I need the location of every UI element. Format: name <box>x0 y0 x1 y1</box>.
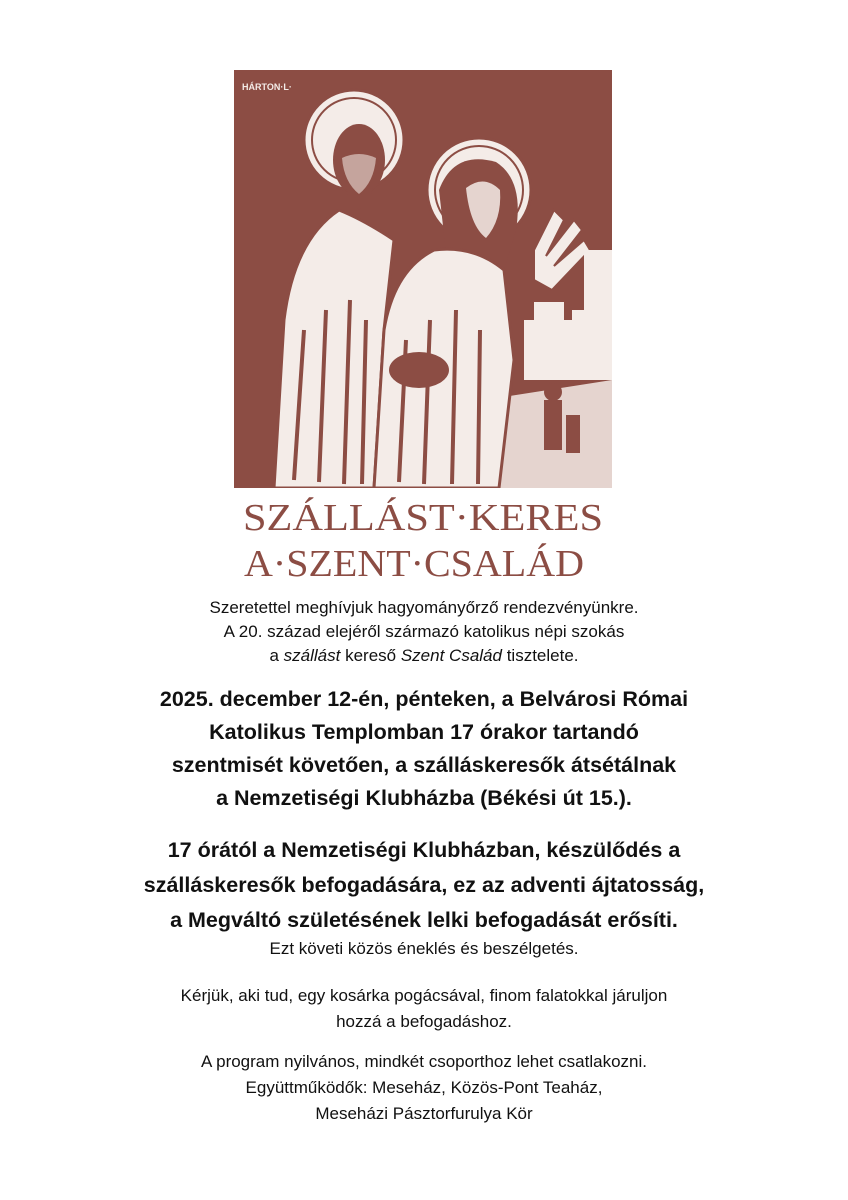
town-house <box>534 302 564 326</box>
intro-italic-word: Szent Család <box>400 646 502 665</box>
small-figure <box>544 400 562 450</box>
event-line: szentmisét követően, a szálláskeresők átsétálnak <box>171 753 677 777</box>
innkeeper-arm <box>584 250 612 330</box>
intro-text: tisztelete. <box>501 646 579 665</box>
small-figure-head <box>544 383 562 401</box>
request-text <box>60 983 788 1035</box>
hands <box>389 352 449 388</box>
event-details <box>60 683 788 815</box>
small-figure <box>566 415 580 453</box>
poster-title-line1: SZÁLLÁST·KERES <box>243 497 603 539</box>
event-line: a Nemzetiségi Klubházba (Békési út 15.). <box>216 786 632 810</box>
event-line: Katolikus Templomban 17 órakor tartandó <box>209 720 639 744</box>
intro-text: kereső <box>340 646 401 665</box>
partners-line: Meseházi Pásztorfurulya Kör <box>315 1104 533 1123</box>
followup-text <box>60 937 788 961</box>
holy-family-illustration <box>234 70 612 582</box>
followup-line: Ezt követi közös éneklés és beszélgetés. <box>269 939 579 958</box>
intro-line <box>60 644 788 668</box>
intro-text: a <box>269 646 284 665</box>
holy-family-poster <box>234 70 612 582</box>
intro-italic-word: szállást <box>283 646 341 665</box>
request-line: hozzá a befogadáshoz. <box>336 1012 512 1031</box>
event-line: 2025. december 12-én, pénteken, a Belvárosi Római <box>159 687 689 711</box>
poster-title-line2: A·SZENT·CSALÁD <box>244 543 584 582</box>
intro-line: A 20. század elejéről származó katolikus népi szokás <box>223 622 625 641</box>
request-line: Kérjük, aki tud, egy kosárka pogácsával, finom falatokkal járuljon <box>180 986 668 1005</box>
klubhaz-line: a Megváltó születésének lelki befogadását erősíti. <box>170 908 678 932</box>
klubhaz-line: 17 órától a Nemzetiségi Klubházban, készülődés a <box>167 838 681 862</box>
partners-line: Együttműködők: Meseház, Közös-Pont Teaház, <box>245 1078 603 1097</box>
intro-line: Szeretettel meghívjuk hagyományőrző rendezvényünkre. <box>209 598 639 617</box>
klubhaz-line: szálláskeresők befogadására, ez az adventi ájtatosság, <box>143 873 705 897</box>
klubhaz-details <box>60 833 788 938</box>
artist-signature: HÁRTON·L· <box>242 82 292 92</box>
program-line: A program nyilvános, mindkét csoporthoz lehet csatlakozni. <box>200 1052 647 1071</box>
invitation-intro <box>60 596 788 668</box>
program-info <box>60 1049 788 1127</box>
